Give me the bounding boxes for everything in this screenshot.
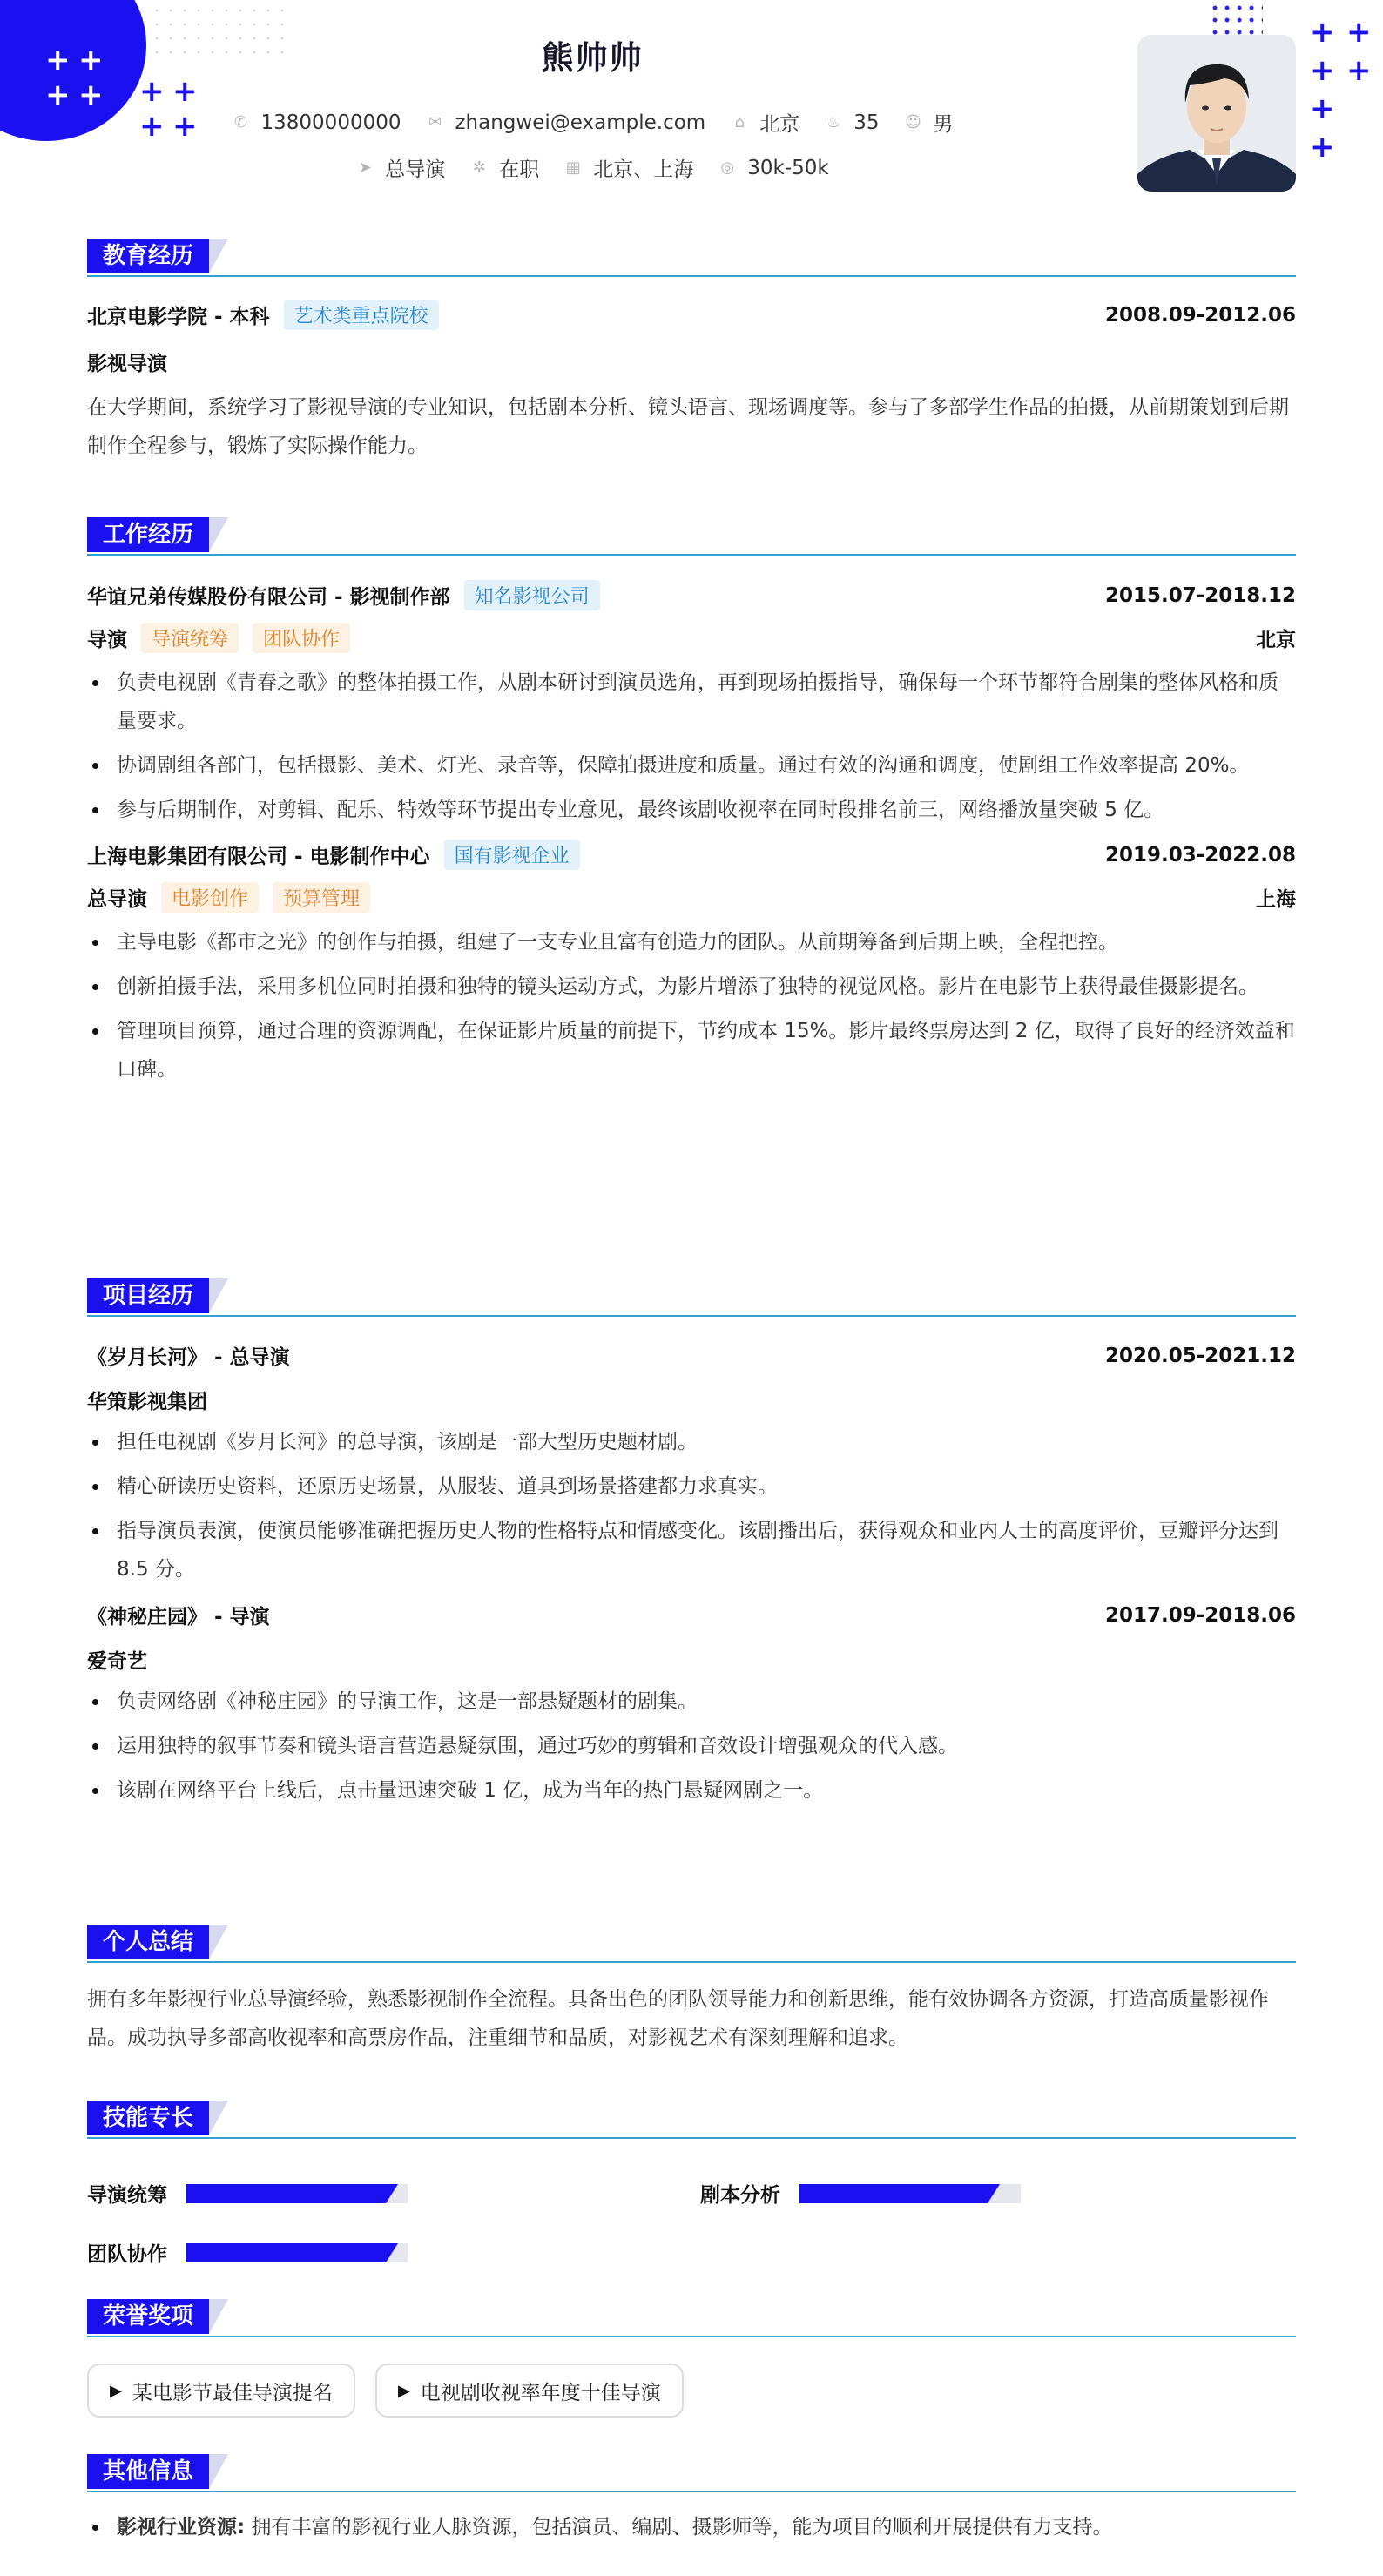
work-header [87, 840, 1296, 870]
project-entry [87, 1601, 1296, 1810]
skill-item [87, 2238, 408, 2267]
status-icon: ✲ [472, 158, 486, 177]
section-title-label: 荣誉奖项 [87, 2299, 209, 2334]
work-location: 上海 [1256, 888, 1296, 911]
play-triangle-icon: ▶ [110, 2381, 122, 2400]
status-item [469, 153, 539, 182]
work-date: 2019.03-2022.08 [1104, 843, 1296, 867]
section-title [87, 2101, 1296, 2139]
education-title [87, 300, 439, 330]
dot-grid-decoration [1209, 2, 1263, 37]
skill-bar-fill [186, 2243, 386, 2262]
target-city-text: 北京、上海 [593, 158, 694, 181]
salary-item [718, 157, 828, 179]
section-title [87, 2454, 1296, 2492]
education-description: 在大学期间，系统学习了影视导演的专业知识，包括剧本分析、镜头语言、现场调度等。参与了多部学生作品的拍摄，从前期策划到后期制作全程参与，锻炼了实际操作能力。 [87, 396, 1289, 457]
skill-bar [186, 2184, 408, 2203]
plus-icon: + [1310, 53, 1335, 88]
plus-icon: + [1310, 130, 1335, 165]
plus-icon: + [45, 43, 71, 78]
gender-text: 男 [933, 113, 954, 136]
contact-info-row [0, 108, 1184, 137]
work-section [87, 517, 1296, 1095]
plus-icon: + [139, 74, 165, 109]
project-bullets [87, 1423, 1296, 1588]
work-date: 2015.07-2018.12 [1104, 583, 1296, 607]
awards-list [87, 2364, 1296, 2418]
award-item [375, 2364, 684, 2418]
section-title [87, 239, 1296, 277]
section-rule [87, 275, 1296, 277]
project-date: 2017.09-2018.06 [1104, 1603, 1296, 1627]
salary-text: 30k-50k [747, 156, 829, 179]
work-entry [87, 840, 1296, 1089]
role-row [87, 882, 1296, 913]
mail-icon: ✉ [428, 113, 442, 131]
award-label: 某电影节最佳导演提名 [132, 2381, 333, 2404]
section-title-label: 个人总结 [87, 1925, 209, 1959]
company-tag: 知名影视公司 [464, 580, 600, 610]
skills-section [87, 2101, 1296, 2139]
work-entry [87, 580, 1296, 829]
section-title [87, 1278, 1296, 1317]
other-list [87, 2508, 1296, 2546]
school-tag: 艺术类重点院校 [284, 300, 439, 330]
section-rule [87, 2137, 1296, 2139]
list-item: 主导电影《都市之光》的创作与拍摄，组建了一支专业且富有创造力的团队。从前期筹备到后期上映，全程把控。 [87, 923, 1296, 961]
plus-icon: + [45, 78, 71, 112]
work-bullets [87, 923, 1296, 1089]
role-line [87, 882, 370, 913]
age-text: 35 [853, 111, 880, 134]
project-org: 爱奇艺 [87, 1650, 147, 1673]
list-item: 管理项目预算，通过合理的资源调配，在保证影片质量的前提下，节约成本 15%。影片最终票房达到 2 亿，取得了良好的经济效益和口碑。 [87, 1012, 1296, 1089]
work-title [87, 580, 600, 610]
list-item: 参与后期制作，对剪辑、配乐、特效等环节提出专业意见，最终该剧收视率在同时段排名前三，网络播放量突破 5 亿。 [87, 791, 1296, 829]
project-header [87, 1341, 1296, 1370]
company-name: 华谊兄弟传媒股份有限公司 - 影视制作部 [87, 586, 450, 609]
send-icon: ➤ [358, 158, 372, 177]
education-section [87, 239, 1296, 465]
money-icon: ◎ [720, 158, 735, 177]
work-location: 北京 [1256, 629, 1296, 651]
skill-tag: 导演统筹 [141, 623, 239, 653]
section-title-label: 项目经历 [87, 1278, 209, 1313]
section-title [87, 517, 1296, 556]
work-header [87, 580, 1296, 610]
section-title-label: 技能专长 [87, 2101, 209, 2135]
list-item: 精心研读历史资料，还原历史场景，从服装、道具到场景搭建都力求真实。 [87, 1467, 1296, 1506]
list-item: 该剧在网络平台上线后，点击量迅速突破 1 亿，成为当年的热门悬疑网剧之一。 [87, 1771, 1296, 1810]
job-info-row [0, 153, 1184, 182]
other-label: 影视行业资源: [117, 2516, 246, 2539]
job-target-item [355, 153, 445, 182]
portrait-image [1137, 35, 1296, 192]
profile-photo [1137, 35, 1296, 192]
summary-text: 拥有多年影视行业总导演经验，熟悉影视制作全流程。具备出色的团队领导能力和创新思维，能有效协调各方资源，打造高质量影视作品。成功执导多部高收视率和高票房作品，注重细节和品质，对影视艺术有深刻理解和追求。 [87, 1988, 1269, 2049]
skill-bar-fill [799, 2184, 988, 2203]
skill-tag: 团队协作 [253, 623, 350, 653]
section-rule [87, 2491, 1296, 2492]
section-title-label: 教育经历 [87, 239, 209, 273]
work-bullets [87, 664, 1296, 829]
section-rule [87, 2336, 1296, 2337]
project-date: 2020.05-2021.12 [1104, 1344, 1296, 1367]
award-item [87, 2364, 355, 2418]
job-target-text: 总导演 [385, 158, 446, 181]
plus-icon: + [78, 78, 104, 112]
list-item [87, 2508, 1296, 2546]
plus-icon: + [78, 43, 104, 78]
skill-name: 导演统筹 [87, 2184, 167, 2207]
home-icon: ⌂ [734, 113, 745, 131]
school-name: 北京电影学院 - 本科 [87, 306, 270, 328]
project-entry [87, 1341, 1296, 1588]
company-name: 上海电影集团有限公司 - 电影制作中心 [87, 846, 430, 868]
candidate-name: 熊帅帅 [541, 39, 644, 77]
project-org: 华策影视集团 [87, 1391, 207, 1413]
section-rule [87, 1961, 1296, 1963]
email-text: zhangwei@example.com [455, 111, 706, 134]
summary-section [87, 1925, 1296, 2057]
skill-bar [799, 2184, 1021, 2203]
work-title [87, 840, 580, 870]
section-rule [87, 554, 1296, 556]
section-title [87, 1925, 1296, 1963]
email-item [425, 111, 705, 134]
role-line [87, 623, 350, 653]
skill-tag: 预算管理 [273, 882, 370, 913]
major: 影视导演 [87, 353, 167, 375]
plus-icon: + [1346, 15, 1372, 50]
role-row [87, 623, 1296, 653]
play-triangle-icon: ▶ [397, 2381, 410, 2400]
education-header [87, 300, 1296, 330]
person-icon: ☺ [905, 113, 921, 131]
phone-item [232, 111, 401, 134]
list-item: 担任电视剧《岁月长河》的总导演，该剧是一部大型历史题材剧。 [87, 1423, 1296, 1461]
skill-name: 团队协作 [87, 2243, 167, 2266]
project-section [87, 1278, 1296, 1816]
target-city-item [563, 153, 693, 182]
education-date: 2008.09-2012.06 [1104, 303, 1296, 327]
list-item: 创新拍摄手法，采用多机位同时拍摄和独特的镜头运动方式，为影片增添了独特的视觉风格。影片在电影节上获得最佳摄影提名。 [87, 968, 1296, 1006]
plus-icon: + [172, 74, 198, 109]
list-item: 负责网络剧《神秘庄园》的导演工作，这是一部悬疑题材的剧集。 [87, 1682, 1296, 1721]
list-item: 运用独特的叙事节奏和镜头语言营造悬疑氛围，通过巧妙的剪辑和音效设计增强观众的代入感。 [87, 1727, 1296, 1765]
section-title-label: 工作经历 [87, 517, 209, 552]
project-bullets [87, 1682, 1296, 1810]
project-title: 《神秘庄园》 - 导演 [87, 1606, 270, 1629]
phone-text: 13800000000 [260, 111, 401, 134]
section-title [87, 2299, 1296, 2337]
other-section [87, 2454, 1296, 2552]
city-item [730, 108, 799, 137]
city-text: 北京 [759, 113, 800, 136]
skill-item [700, 2179, 1021, 2208]
skill-item [87, 2179, 408, 2208]
project-title: 《岁月长河》 - 总导演 [87, 1346, 290, 1369]
skill-bar [186, 2243, 408, 2262]
role-name: 导演 [87, 629, 127, 651]
other-text: 拥有丰富的影视行业人脉资源，包括演员、编剧、摄影师等，能为项目的顺利开展提供有力支持。 [251, 2516, 1113, 2539]
skill-name: 剧本分析 [700, 2184, 780, 2207]
skill-bar-fill [186, 2184, 386, 2203]
section-rule [87, 1315, 1296, 1317]
role-name: 总导演 [87, 888, 147, 911]
awards-section [87, 2299, 1296, 2418]
cake-icon: ♨ [826, 113, 841, 131]
company-tag: 国有影视企业 [444, 840, 580, 870]
status-text: 在职 [499, 158, 540, 181]
building-icon: ▦ [565, 158, 581, 177]
plus-icon: + [172, 109, 198, 144]
section-title-label: 其他信息 [87, 2454, 209, 2489]
plus-icon: + [1346, 53, 1372, 88]
plus-icon: + [1310, 15, 1335, 50]
list-item: 协调剧组各部门，包括摄影、美术、灯光、录音等，保障拍摄进度和质量。通过有效的沟通和调度，使剧组工作效率提高 20%。 [87, 746, 1296, 785]
plus-icon: + [139, 109, 165, 144]
plus-icon: + [1310, 91, 1335, 126]
award-label: 电视剧收视率年度十佳导演 [420, 2381, 661, 2404]
list-item: 负责电视剧《青春之歌》的整体拍摄工作，从剧本研讨到演员选角，再到现场拍摄指导，确保每一个环节都符合剧集的整体风格和质量要求。 [87, 664, 1296, 740]
gender-item [903, 108, 953, 137]
phone-icon: ✆ [233, 113, 248, 131]
skill-tag: 电影创作 [161, 882, 259, 913]
list-item: 指导演员表演，使演员能够准确把握历史人物的性格特点和情感变化。该剧播出后，获得观众和业内人士的高度评价，豆瓣评分达到 8.5 分。 [87, 1512, 1296, 1588]
age-item [824, 111, 879, 134]
project-header [87, 1601, 1296, 1629]
